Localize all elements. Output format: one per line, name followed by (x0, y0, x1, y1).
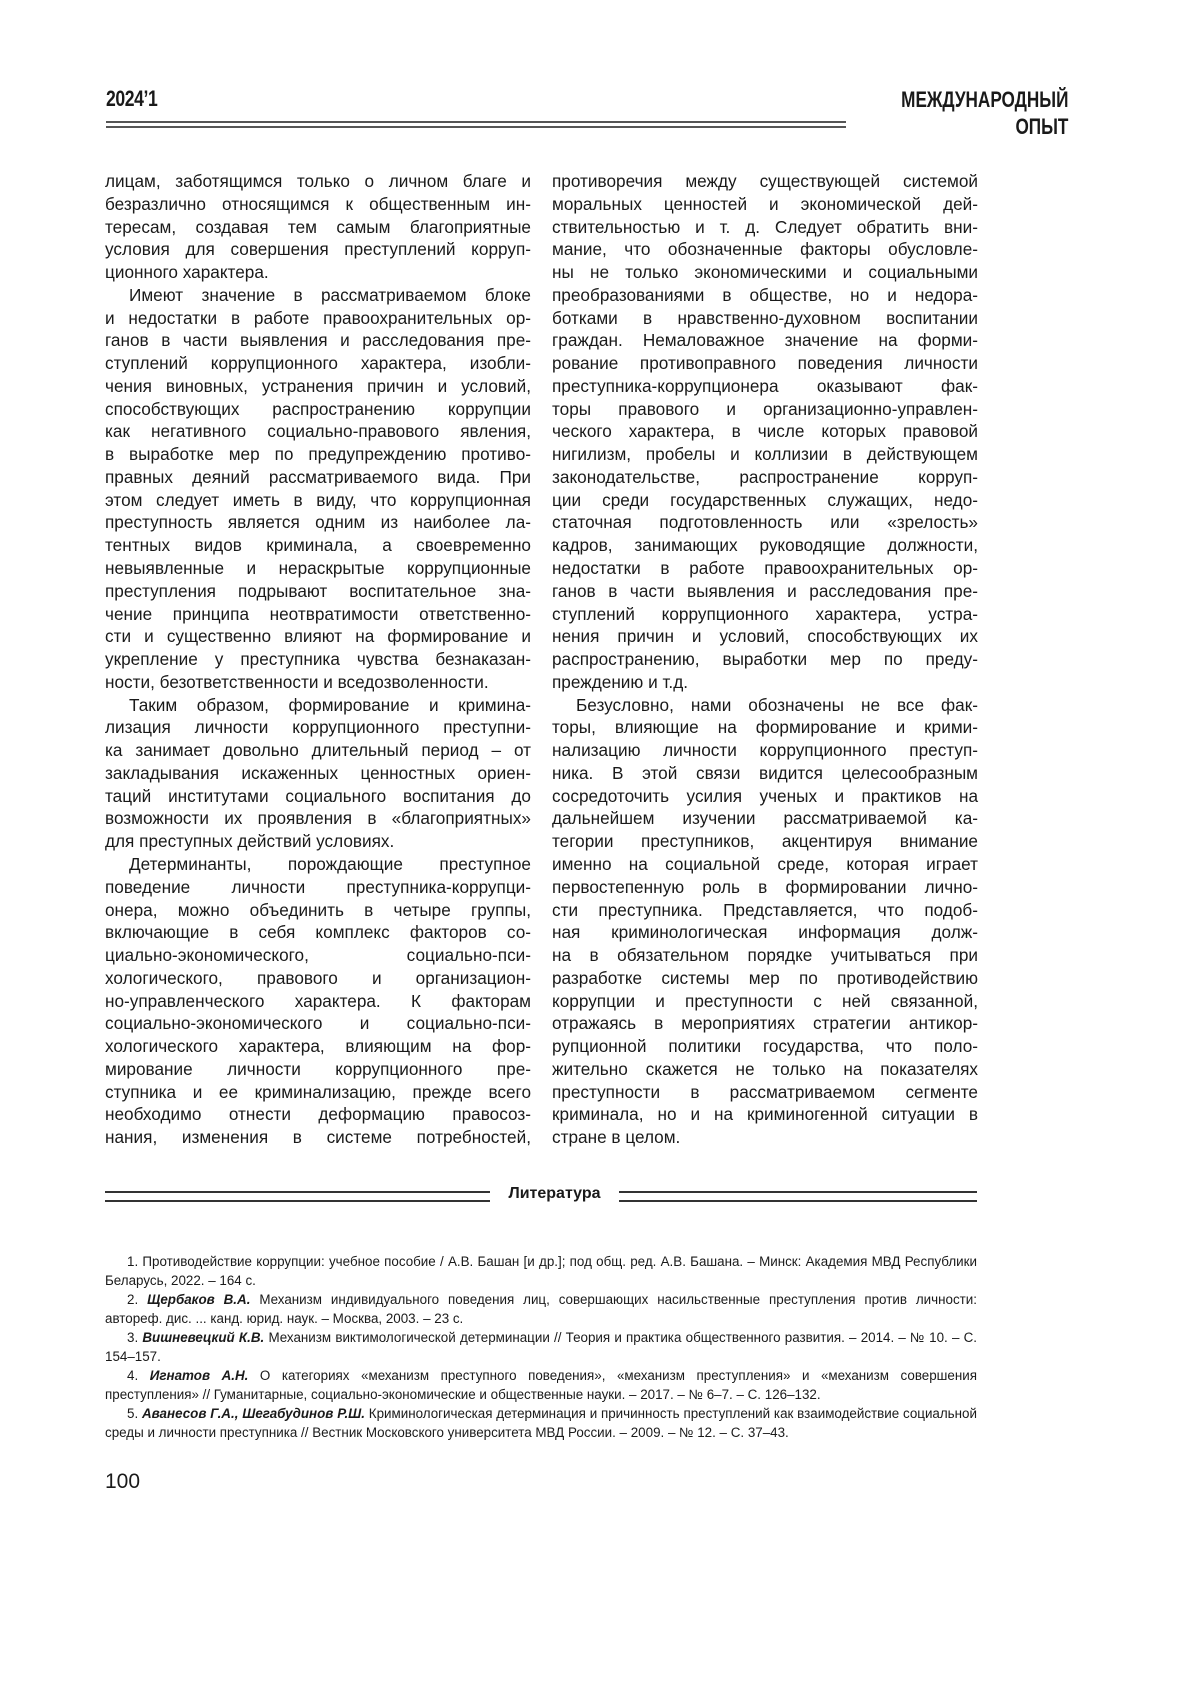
text-line: закладывания искаженных ценностных ориен- (105, 762, 531, 785)
reference-author: Вишневецкий К.В. (142, 1330, 264, 1345)
text-line: ботками в нравственно-духовном воспитании (552, 307, 978, 330)
issue-number: 2024’1 (106, 86, 157, 112)
reference-number: 3. (127, 1330, 138, 1345)
text-line: ционного характера. (105, 261, 531, 284)
text-line: социально-экономического и социально-пси- (105, 1012, 531, 1035)
text-line: преступности в рассматриваемом сегменте (552, 1081, 978, 1104)
text-line: нализацию личности коррупционного преступ- (552, 739, 978, 762)
literature-heading (105, 1183, 977, 1207)
text-line: ступлений коррупционного характера, устра- (552, 603, 978, 626)
reference-item (105, 1366, 977, 1404)
header-rule (106, 121, 846, 123)
text-line: преобразованиями в обществе, но и недора- (552, 284, 978, 307)
text-line: возможности их проявления в «благоприятных» (105, 807, 531, 830)
reference-item (105, 1290, 977, 1328)
header-rule (106, 126, 846, 128)
text-line: включающие в себя комплекс факторов со- (105, 921, 531, 944)
text-line: торы правового и организационно-управлен- (552, 398, 978, 421)
text-line: таций институтами социального воспитания до (105, 785, 531, 808)
left-column (105, 170, 531, 1149)
text-line: ступлений коррупционного характера, изобли- (105, 352, 531, 375)
text-line: моральных ценностей и экономической дей- (552, 193, 978, 216)
text-line: этом следует иметь в виду, что коррупционная (105, 489, 531, 512)
text-line: поведение личности преступника-коррупци- (105, 876, 531, 899)
text-line: онера, можно объединить в четыре группы, (105, 899, 531, 922)
text-line: в выработке мер по предупреждению противо- (105, 443, 531, 466)
text-line: стране в целом. (552, 1126, 978, 1149)
paragraph (105, 170, 531, 284)
section-title-line: МЕЖДУНАРОДНЫЙ (901, 86, 1068, 113)
page-number: 100 (105, 1470, 140, 1494)
text-line: тегории преступников, акцентируя внимание (552, 830, 978, 853)
text-line: именно на социальной среде, которая играет (552, 853, 978, 876)
reference-text: О категориях «механизм преступного поведения», «механизм преступления» и «механизм совершения преступления» // Гуманитарные, социально-экономические и общественные науки. – 2017. – № 6–7. – С. 126–132. (105, 1368, 977, 1402)
text-line: жительно скажется не только на показателях (552, 1058, 978, 1081)
text-line: преступность является одним из наиболее ла- (105, 511, 531, 534)
text-line: ганов в части выявления и расследования пре- (552, 580, 978, 603)
paragraph (552, 694, 978, 1149)
text-line: хологического, правового и организацион- (105, 967, 531, 990)
text-line: для преступных действий условиях. (105, 830, 531, 853)
text-line: и недостатки в работе правоохранительных ор- (105, 307, 531, 330)
reference-author: Аванесов Г.А., Шегабудинов Р.Ш. (142, 1406, 365, 1421)
text-line: необходимо отнести деформацию правосоз- (105, 1103, 531, 1126)
literature-title: Литература (490, 1185, 619, 1203)
text-line: способствующих распространению коррупции (105, 398, 531, 421)
reference-list (105, 1252, 977, 1442)
paragraph (552, 170, 978, 694)
text-line: как негативного социально-правового явления, (105, 420, 531, 443)
text-line: ности, безответственности и вседозволенности. (105, 671, 531, 694)
text-line: ствительностью и т. д. Следует обратить вни- (552, 216, 978, 239)
text-line: но-управленческого характера. К факторам (105, 990, 531, 1013)
reference-text: Противодействие коррупции: учебное пособие / А.В. Башан [и др.]; под общ. ред. А.В. Башана. – Минск: Академия МВД Республики Беларусь, 2022. – 164 с. (105, 1254, 977, 1288)
text-line: дальнейшем изучении рассматриваемой ка- (552, 807, 978, 830)
text-line: ны не только экономическими и социальными (552, 261, 978, 284)
text-line: статочная подготовленность или «зрелость» (552, 511, 978, 534)
text-line: нания, изменения в системе потребностей, (105, 1126, 531, 1149)
text-line: недостатки в работе правоохранительных ор- (552, 557, 978, 580)
reference-text: Механизм индивидуального поведения лиц, совершающих насильственные преступления против личности: автореф. дис. ... канд. юрид. наук. – Москва, 2003. – 23 с. (105, 1292, 977, 1326)
text-line: законодательстве, распространение корруп- (552, 466, 978, 489)
paragraph (105, 284, 531, 694)
text-line: Детерминанты, порождающие преступное (105, 853, 531, 876)
text-line: на в обязательном порядке учитываться при (552, 944, 978, 967)
text-line: сосредоточить усилия ученых и практиков на (552, 785, 978, 808)
text-line: невыявленные и нераскрытые коррупционные (105, 557, 531, 580)
text-line: граждан. Немаловажное значение на форми- (552, 329, 978, 352)
text-line: преступника-коррупционера оказывают фак- (552, 375, 978, 398)
text-line: отражаясь в мероприятиях стратегии антикор- (552, 1012, 978, 1035)
text-line: сти преступника. Представляется, что подоб- (552, 899, 978, 922)
text-line: правных деяний рассматриваемого вида. При (105, 466, 531, 489)
text-line: кадров, занимающих руководящие должности, (552, 534, 978, 557)
text-line: разработке системы мер по противодействию (552, 967, 978, 990)
reference-author: Игнатов А.Н. (150, 1368, 249, 1383)
text-line: хологического характера, влияющим на фор- (105, 1035, 531, 1058)
text-line: Имеют значение в рассматриваемом блоке (105, 284, 531, 307)
text-line: лицам, заботящимся только о личном благе и (105, 170, 531, 193)
text-line: нения причин и условий, способствующих их (552, 625, 978, 648)
text-line: распространению, выработки мер по преду- (552, 648, 978, 671)
text-line: мирование личности коррупционного пре- (105, 1058, 531, 1081)
reference-item (105, 1252, 977, 1290)
text-line: первостепенную роль в формировании лично- (552, 876, 978, 899)
text-line: мание, что обозначенные факторы обусловле- (552, 238, 978, 261)
reference-item (105, 1404, 977, 1442)
right-column (552, 170, 978, 1149)
text-line: тентных видов криминала, а своевременно (105, 534, 531, 557)
text-line: безразлично относящимся к общественным ин- (105, 193, 531, 216)
text-line: нигилизм, пробелы и коллизии в действующем (552, 443, 978, 466)
text-line: лизация личности коррупционного преступни- (105, 716, 531, 739)
reference-item (105, 1328, 977, 1366)
text-line: преступления подрывают воспитательное зна- (105, 580, 531, 603)
section-title (901, 86, 1068, 140)
text-line: условия для совершения преступлений корруп- (105, 238, 531, 261)
reference-number: 2. (127, 1292, 138, 1307)
text-line: циально-экономического, социально-пси- (105, 944, 531, 967)
text-line: сти и существенно влияют на формирование и (105, 625, 531, 648)
reference-number: 4. (127, 1368, 138, 1383)
paragraph (105, 694, 531, 853)
text-line: рование противоправного поведения личности (552, 352, 978, 375)
text-line: коррупции и преступности с ней связанной, (552, 990, 978, 1013)
text-line: ции среди государственных служащих, недо- (552, 489, 978, 512)
text-line: торы, влияющие на формирование и крими- (552, 716, 978, 739)
text-line: криминала, но и на криминогенной ситуации в (552, 1103, 978, 1126)
text-line: Таким образом, формирование и кримина- (105, 694, 531, 717)
heading-rule (619, 1191, 977, 1202)
text-line: ческого характера, в числе которых правовой (552, 420, 978, 443)
paragraph (105, 853, 531, 1149)
reference-text: Механизм виктимологической детерминации // Теория и практика общественного развития. – 2014. – № 10. – С. 154–157. (105, 1330, 977, 1364)
text-line: Безусловно, нами обозначены не все фак- (552, 694, 978, 717)
heading-rule (105, 1191, 490, 1202)
text-line: рупционной политики государства, что поло- (552, 1035, 978, 1058)
text-line: ная криминологическая информация долж- (552, 921, 978, 944)
text-line: чение принципа неотвратимости ответственно- (105, 603, 531, 626)
reference-text: Криминологическая детерминация и причинность преступлений как взаимодействие социальной среды и личности преступника // Вестник Московского университета МВД России. – 2009. – № 12. – С. 37–43. (105, 1406, 977, 1440)
section-title-line: ОПЫТ (901, 113, 1068, 140)
text-line: противоречия между существующей системой (552, 170, 978, 193)
text-line: ника. В этой связи видится целесообразным (552, 762, 978, 785)
reference-author: Щербаков В.А. (147, 1292, 250, 1307)
text-line: чения виновных, устранения причин и условий, (105, 375, 531, 398)
text-line: ка занимает довольно длительный период – от (105, 739, 531, 762)
text-line: укрепление у преступника чувства безнаказан- (105, 648, 531, 671)
reference-number: 5. (127, 1406, 138, 1421)
text-line: ганов в части выявления и расследования пре- (105, 329, 531, 352)
text-line: тересам, создавая тем самым благоприятные (105, 216, 531, 239)
text-line: преждению и т.д. (552, 671, 978, 694)
text-line: ступника и ее криминализацию, прежде всего (105, 1081, 531, 1104)
reference-number: 1. (127, 1254, 138, 1269)
